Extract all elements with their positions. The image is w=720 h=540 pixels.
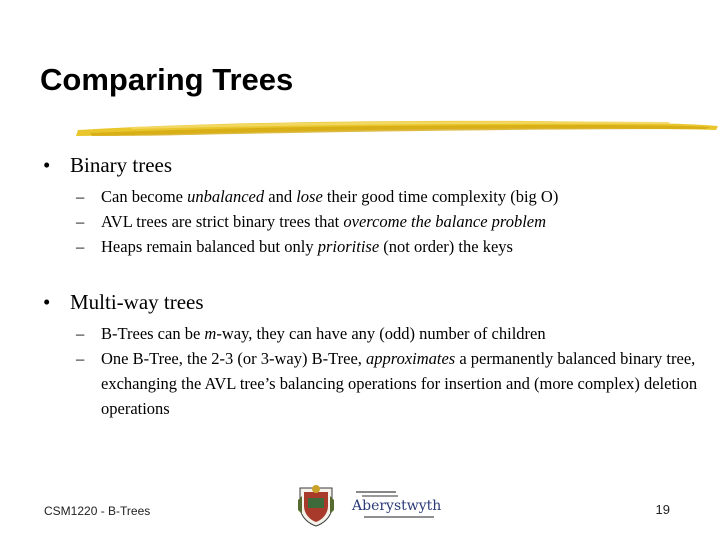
sub-bullet-text: Can become — [101, 187, 188, 206]
sub-bullet-marker: – — [76, 212, 85, 231]
bullet-item — [40, 150, 700, 180]
sub-bullet-text: and — [264, 187, 297, 206]
emphasis-text: approximates — [366, 349, 456, 368]
sub-bullet-marker: – — [76, 324, 85, 343]
title-underline-brush — [70, 114, 720, 142]
slide-title: Comparing Trees — [40, 62, 294, 97]
crest-icon — [298, 485, 334, 526]
page-number: 19 — [655, 502, 670, 517]
sub-bullet-text: AVL trees are strict binary trees that — [101, 212, 344, 231]
sub-bullet-marker: – — [76, 187, 85, 206]
sub-bullet-item — [40, 346, 700, 421]
sub-bullet-text: B-Trees can be — [101, 324, 205, 343]
sub-bullet-text: a permanently balanced binary tree, exchanging the AVL tree’s balancing operations for insertion and (more complex) deletion operations — [101, 349, 698, 418]
emphasis-text: unbalanced — [187, 187, 265, 206]
emphasis-text: prioritise — [317, 237, 380, 256]
bullet-marker: • — [43, 290, 51, 314]
bullet-text: Binary trees — [70, 153, 173, 177]
bullet-item — [40, 287, 700, 317]
emphasis-text: lose — [296, 187, 323, 206]
bullet-text: Multi-way trees — [70, 290, 204, 314]
sub-bullet-text: (not order) the keys — [379, 237, 513, 256]
sub-bullet-item — [40, 209, 700, 234]
emphasis-text: m — [204, 324, 217, 343]
sub-bullet-item — [40, 234, 700, 259]
emphasis-text: overcome the balance problem — [343, 212, 547, 231]
sub-bullet-text: their good time complexity (big O) — [322, 187, 559, 206]
bullet-list — [40, 150, 700, 421]
footer-course-label: CSM1220 - B-Trees — [44, 504, 151, 518]
aberystwyth-logo — [296, 480, 446, 528]
sub-bullet-marker: – — [76, 349, 85, 368]
sub-bullet-text: -way, they can have any (odd) number of children — [216, 324, 546, 343]
sub-bullet-item — [40, 321, 700, 346]
sub-bullet-marker: – — [76, 237, 85, 256]
logo-wordmark: Aberystwyth — [352, 498, 442, 514]
bullet-marker: • — [43, 153, 51, 177]
sub-bullet-item — [40, 184, 700, 209]
sub-bullet-text: Heaps remain balanced but only — [101, 237, 318, 256]
sub-bullet-text: One B-Tree, the 2-3 (or 3-way) B-Tree, — [101, 349, 367, 368]
